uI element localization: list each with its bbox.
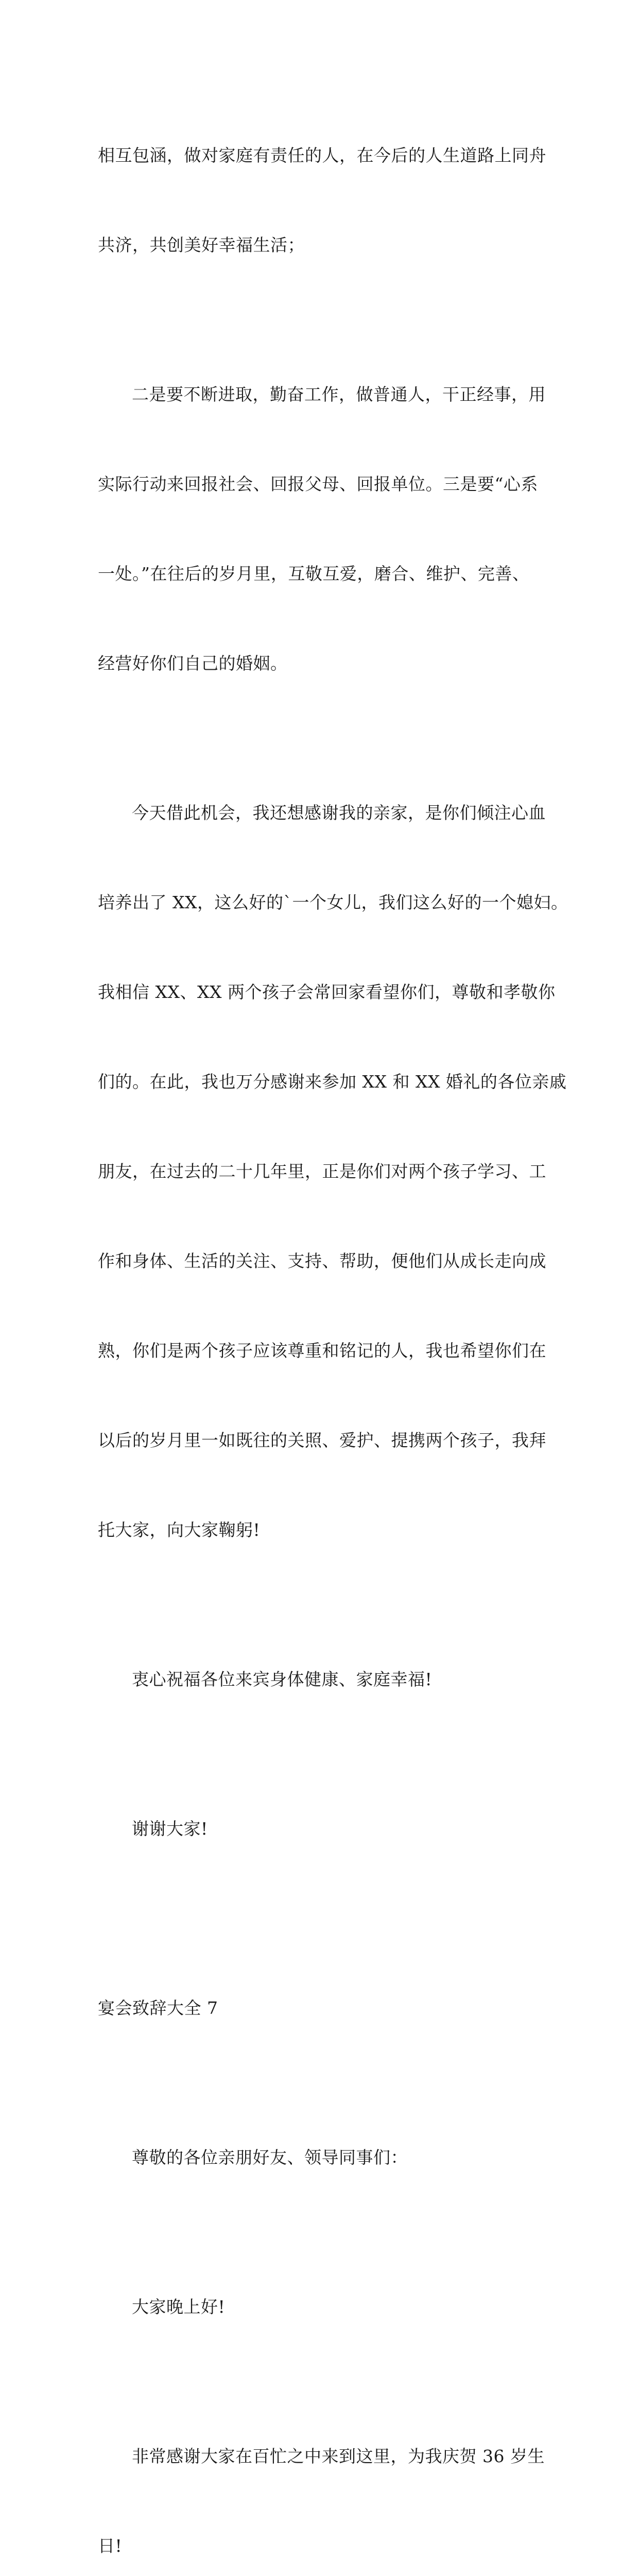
text-line: 今天借此机会，我还想感谢我的亲家，是你们倾注心血 xyxy=(132,803,546,823)
text-line: 共济，共创美好幸福生活； xyxy=(98,235,305,255)
text-line: 我相信 XX、XX 两个孩子会常回家看望你们，尊敬和孝敬你 xyxy=(98,982,556,1002)
text-line: 谢谢大家! xyxy=(132,1819,208,1839)
text-line: 作和身体、生活的关注、支持、帮助，便他们从成长走向成 xyxy=(98,1251,546,1271)
text-line: 相互包涵，做对家庭有责任的人，在今后的人生道路上同舟 xyxy=(98,145,546,165)
text-line: 实际行动来回报社会、回报父母、回报单位。三是要“心系 xyxy=(98,474,538,494)
text-line: 日! xyxy=(98,2536,123,2556)
text-line: 培养出了 XX，这么好的`一个女儿，我们这么好的一个媳妇。 xyxy=(98,892,568,912)
text-line: 以后的岁月里一如既往的关照、爱护、提携两个孩子，我拜 xyxy=(98,1430,546,1450)
text-line: 二是要不断进取，勤奋工作，做普通人，干正经事，用 xyxy=(132,384,546,404)
document-body xyxy=(98,81,568,2576)
text-line: 经营好你们自己的婚姻。 xyxy=(98,653,288,673)
text-line: 朋友，在过去的二十几年里，正是你们对两个孩子学习、工 xyxy=(98,1161,546,1181)
paragraph xyxy=(98,2232,551,2382)
text-line: 大家晚上好! xyxy=(132,2297,226,2317)
text-line: 一处。”在往后的岁月里，互敬互爱，磨合、维护、完善、 xyxy=(98,564,530,584)
section-spacer xyxy=(98,1904,551,1934)
paragraph xyxy=(98,1754,551,1904)
paragraph xyxy=(98,81,551,320)
text-line: 熟，你们是两个孩子应该尊重和铭记的人，我也希望你们在 xyxy=(98,1341,546,1361)
text-line: 们的。在此，我也万分感谢来参加 XX 和 XX 婚礼的各位亲戚 xyxy=(98,1072,567,1092)
text-line: 托大家，向大家鞠躬! xyxy=(98,1520,261,1540)
paragraph xyxy=(98,738,568,1605)
paragraph xyxy=(98,1605,551,1754)
text-line: 尊敬的各位亲朋好友、领导同事们： xyxy=(132,2147,408,2167)
paragraph xyxy=(98,320,551,738)
text-line: 非常感谢大家在百忙之中来到这里，为我庆贺 36 岁生 xyxy=(132,2446,545,2466)
text-line: 衷心祝福各位来宾身体健康、家庭幸福! xyxy=(132,1669,433,1689)
paragraph xyxy=(98,2083,551,2232)
section-heading xyxy=(98,1934,551,2083)
paragraph xyxy=(98,2382,551,2576)
section-title: 宴会致辞大全 7 xyxy=(98,1998,218,2018)
